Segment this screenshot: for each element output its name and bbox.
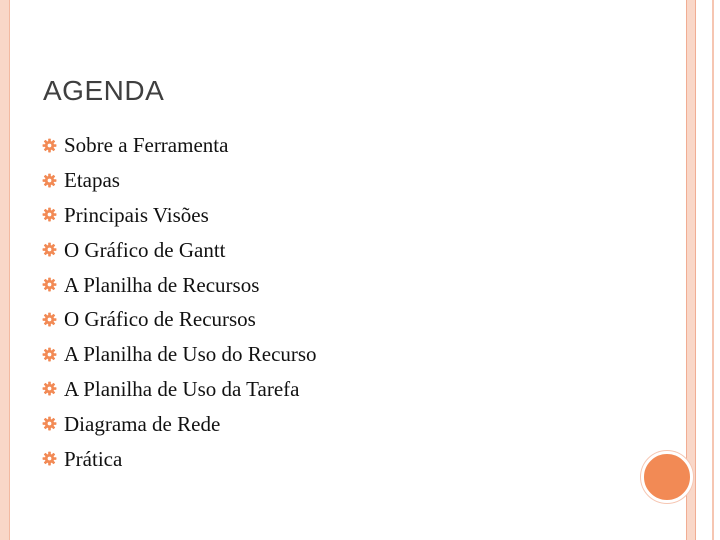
gear-icon [42, 312, 64, 327]
list-item-label: A Planilha de Uso do Recurso [64, 342, 317, 367]
list-item-label: A Planilha de Recursos [64, 272, 260, 297]
list-item-label: Etapas [64, 168, 120, 193]
gear-icon [42, 207, 64, 222]
list-item [42, 406, 317, 441]
list-item-label: A Planilha de Uso da Tarefa [64, 376, 300, 401]
left-border-line [9, 0, 10, 540]
list-item [42, 441, 317, 476]
list-item [42, 267, 317, 302]
right-border-line [712, 0, 714, 540]
list-item-label: Prática [64, 446, 123, 471]
right-border-band [686, 0, 696, 540]
list-item [42, 302, 317, 337]
slide-title: AGENDA [43, 75, 165, 106]
gear-icon [42, 381, 64, 396]
left-border-decoration [0, 0, 9, 540]
agenda-list [42, 128, 317, 476]
list-item [42, 337, 317, 372]
gear-icon [42, 173, 64, 188]
list-item [42, 163, 317, 198]
list-item-label: O Gráfico de Recursos [64, 307, 256, 332]
list-item-label: Diagrama de Rede [64, 411, 221, 436]
list-item [42, 198, 317, 233]
list-item [42, 128, 317, 163]
gear-icon [42, 242, 64, 257]
gear-icon [42, 451, 64, 466]
list-item [42, 232, 317, 267]
list-item-label: Principais Visões [64, 202, 209, 227]
list-item-label: O Gráfico de Gantt [64, 237, 226, 262]
gear-icon [42, 277, 64, 292]
accent-circle-decoration [641, 451, 693, 503]
gear-icon [42, 416, 64, 431]
gear-icon [42, 138, 64, 153]
list-item-label: Sobre a Ferramenta [64, 133, 229, 158]
list-item [42, 372, 317, 407]
gear-icon [42, 347, 64, 362]
